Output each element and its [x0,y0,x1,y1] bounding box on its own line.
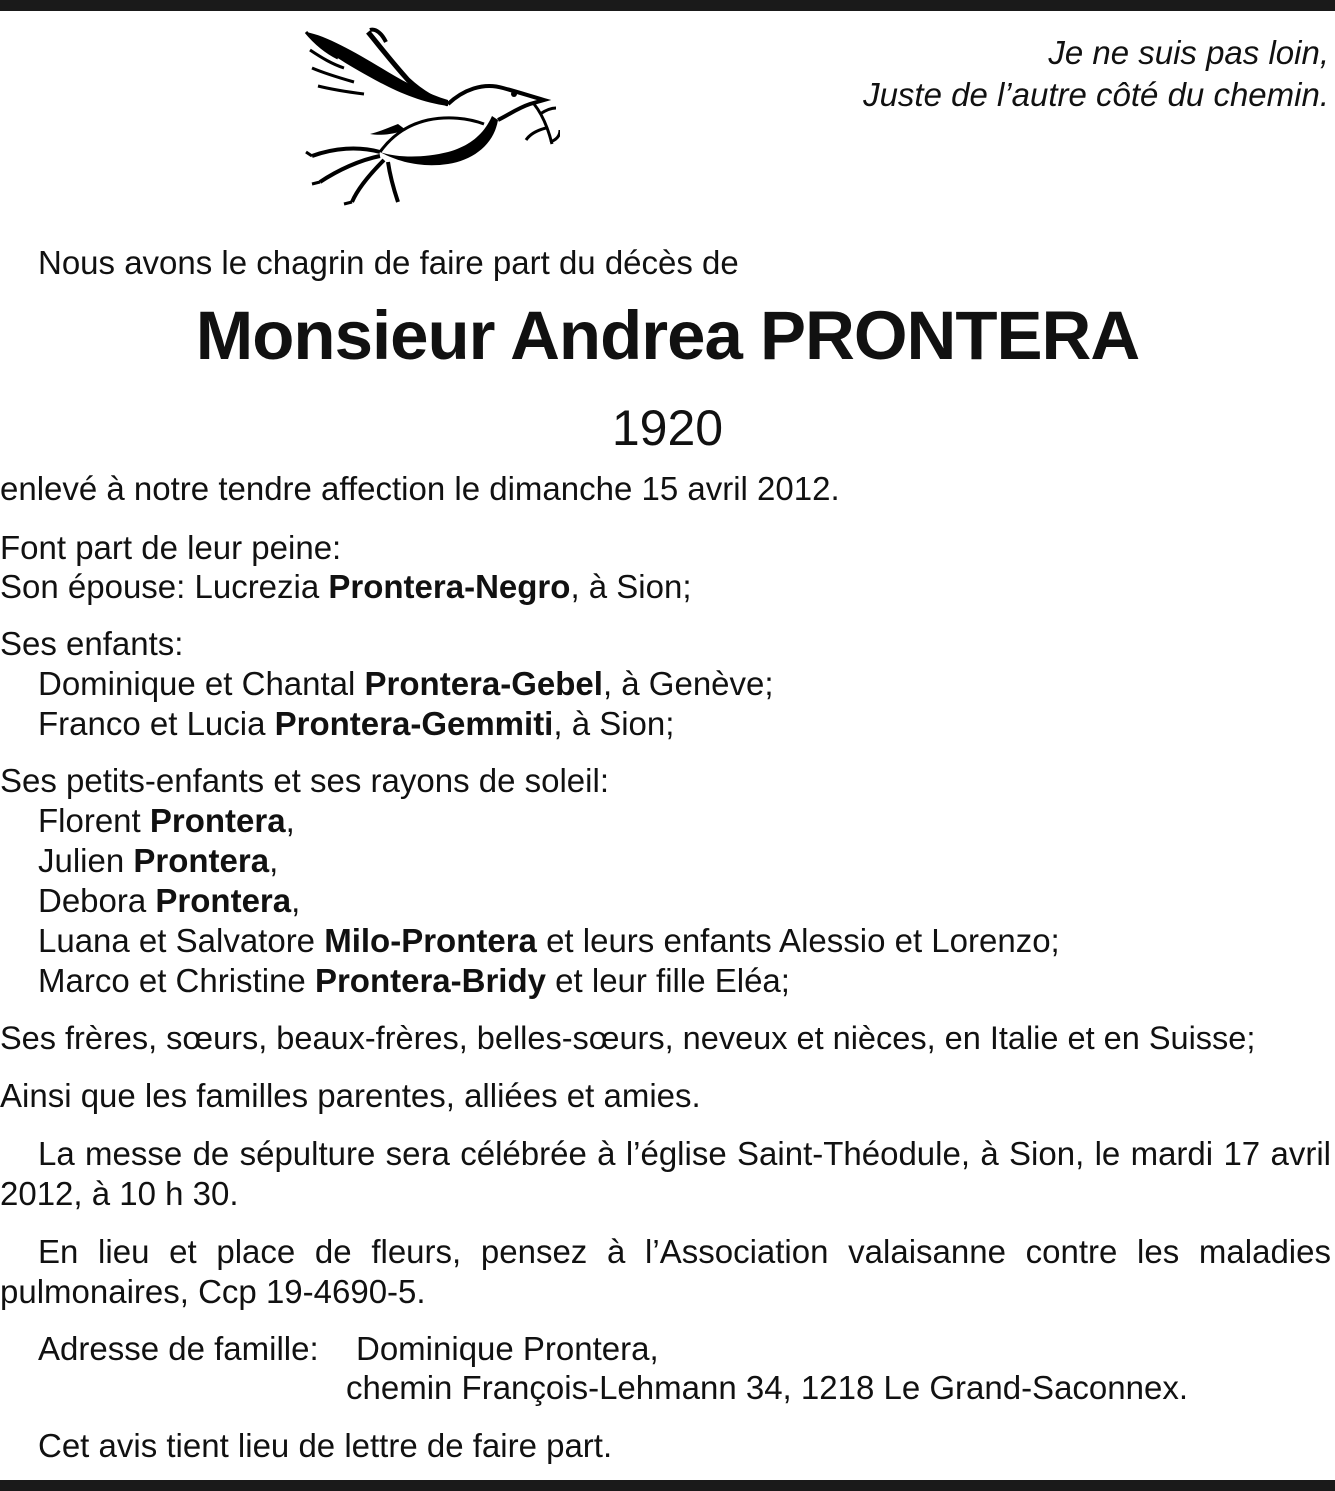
grandchild-entry: Florent Prontera, [38,802,295,839]
child-entry: Franco et Lucia Prontera-Gemmiti, à Sion; [38,705,675,742]
grandchild-entry: Julien Prontera, [38,842,279,879]
child-entry: Dominique et Chantal Prontera-Gebel, à Genève; [38,665,774,702]
children-heading: Ses enfants: [0,625,184,662]
spouse-prefix: Son épouse: Lucrezia [0,568,329,605]
dove-with-olive-branch-icon [298,24,560,208]
address-line-1: Dominique Prontera, [356,1330,659,1367]
grandchildren-heading: Ses petits-enfants et ses rayons de soleil: [0,762,609,799]
address-line-2: chemin François-Lehmann 34, 1218 Le Grand-Saconnex. [346,1369,1188,1406]
mourners-heading: Font part de leur peine: [0,529,342,566]
bottom-border-rule [0,1480,1335,1491]
grandchild-entry: Luana et Salvatore Milo-Prontera et leurs enfants Alessio et Lorenzo; [38,922,1060,959]
siblings-line: Ses frères, sœurs, beaux-frères, belles-sœurs, neveux et nièces, en Italie et en Suisse; [0,1020,1256,1056]
taken-text: enlevé à notre tendre affection le dimanche 15 avril 2012. [0,470,840,507]
epigraph [863,32,1329,116]
closing-text: Cet avis tient lieu de lettre de faire part. [38,1427,613,1464]
spouse-suffix: , à Sion; [570,568,692,605]
spouse-line [0,567,692,607]
intro-text: Nous avons le chagrin de faire part du décès de [38,244,739,281]
deceased-birth-year: 1920 [611,400,724,456]
grandchild-entry: Marco et Christine Prontera-Bridy et leur fille Eléa; [38,962,790,999]
deceased-name: Monsieur Andrea PRONTERA [195,297,1140,374]
spouse-family-name: Prontera-Negro [328,568,571,605]
grandchild-entry: Debora Prontera, [38,882,301,919]
epigraph-line-1: Je ne suis pas loin, [1048,34,1329,71]
epigraph-line-2: Juste de l’autre côté du chemin. [863,76,1329,113]
donation-paragraph: En lieu et place de fleurs, pensez à l’Association valaisanne contre les maladies pulmonaires, Ccp 19-4690-5. [0,1233,1331,1310]
address-label: Adresse de famille: [38,1330,319,1367]
families-line: Ainsi que les familles parentes, alliées et amies. [0,1077,701,1114]
top-border-rule [0,0,1335,11]
mass-paragraph: La messe de sépulture sera célébrée à l’église Saint-Théodule, à Sion, le mardi 17 avril 2012, à 10 h 30. [0,1135,1331,1212]
